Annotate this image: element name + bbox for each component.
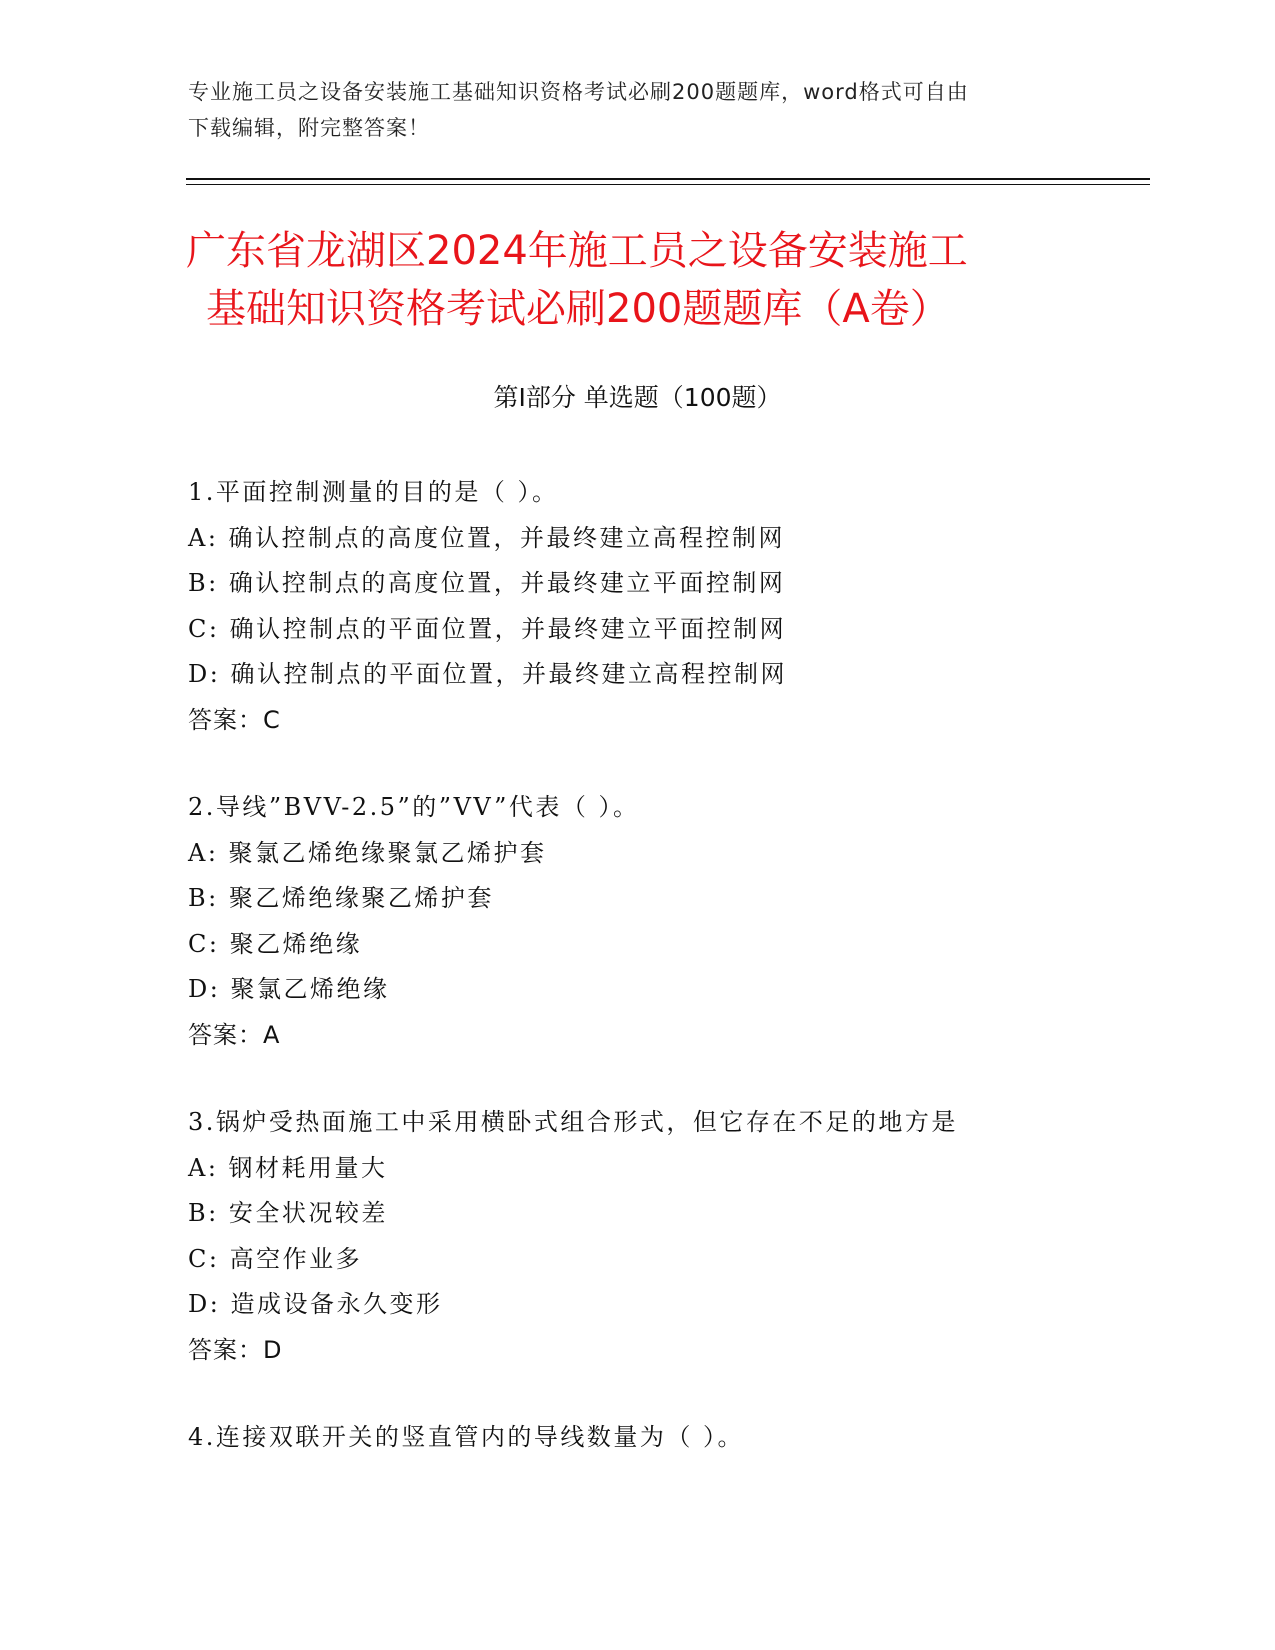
option-c: C: 聚乙烯绝缘 bbox=[188, 929, 363, 958]
option-b: B: 确认控制点的高度位置，并最终建立平面控制网 bbox=[188, 569, 786, 597]
option-b: B: 聚乙烯绝缘聚乙烯护套 bbox=[188, 884, 494, 912]
option-c: C: 确认控制点的平面位置，并最终建立平面控制网 bbox=[188, 614, 787, 643]
header-note bbox=[188, 74, 1088, 146]
question-list bbox=[188, 470, 1148, 1503]
document-title-line-2: 基础知识资格考试必刷200题题库（A卷） bbox=[206, 286, 950, 332]
header-note-line-2: 下载编辑，附完整答案！ bbox=[188, 116, 430, 140]
question-stem: 1.平面控制测量的目的是（ ）。 bbox=[188, 478, 559, 506]
question-4 bbox=[188, 1415, 1148, 1461]
question-3 bbox=[188, 1100, 1148, 1373]
question-stem: 4.连接双联开关的竖直管内的导线数量为（ ）。 bbox=[188, 1423, 745, 1451]
option-c: C: 高空作业多 bbox=[188, 1244, 363, 1273]
header-divider-thick bbox=[186, 178, 1150, 180]
option-d: D: 确认控制点的平面位置，并最终建立高程控制网 bbox=[188, 660, 787, 688]
option-d: D: 聚氯乙烯绝缘 bbox=[188, 975, 390, 1003]
option-a: A: 钢材耗用量大 bbox=[188, 1153, 388, 1182]
question-stem: 3.锅炉受热面施工中采用横卧式组合形式，但它存在不足的地方是 bbox=[188, 1108, 958, 1136]
option-a: A: 确认控制点的高度位置，并最终建立高程控制网 bbox=[188, 523, 786, 552]
question-2 bbox=[188, 785, 1148, 1058]
answer: 答案：A bbox=[188, 1020, 281, 1049]
answer: 答案：D bbox=[188, 1335, 283, 1364]
question-1 bbox=[188, 470, 1148, 743]
option-a: A: 聚氯乙烯绝缘聚氯乙烯护套 bbox=[188, 838, 547, 867]
option-b: B: 安全状况较差 bbox=[188, 1199, 388, 1227]
document-title bbox=[186, 222, 1106, 338]
answer: 答案：C bbox=[188, 705, 281, 734]
document-title-line-1: 广东省龙湖区2024年施工员之设备安装施工 bbox=[186, 228, 968, 274]
question-stem: 2.导线”BVV-2.5”的”VV”代表（ ）。 bbox=[188, 793, 640, 821]
option-d: D: 造成设备永久变形 bbox=[188, 1290, 443, 1318]
header-divider-thin bbox=[186, 184, 1150, 185]
header-note-line-1: 专业施工员之设备安装施工基础知识资格考试必刷200题题库，word格式可自由 bbox=[188, 80, 969, 104]
section-title: 第Ⅰ部分 单选题（100题） bbox=[493, 383, 782, 412]
